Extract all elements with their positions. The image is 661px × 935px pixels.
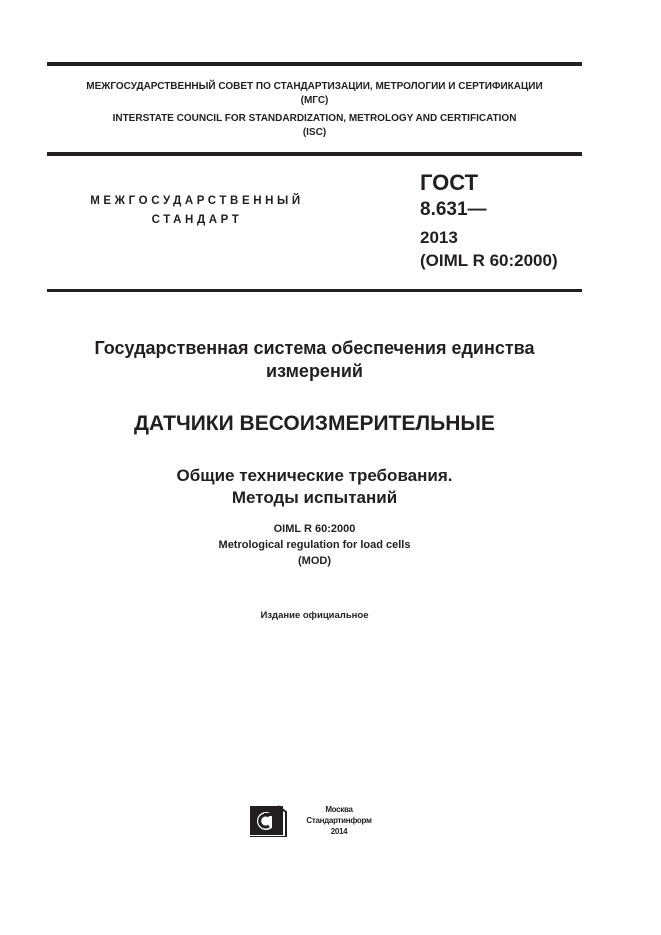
council-bottom-rule [47,152,582,156]
publisher-year: 2014 [330,827,348,836]
standard-type-line1: МЕЖГОСУДАРСТВЕННЫЙ [90,195,304,207]
publisher-block [296,804,382,837]
publisher-name: Стандартинформ [306,816,372,825]
reference-mod: (MOD) [298,555,331,567]
gost-oiml: (OIML R 60:2000) [420,251,558,270]
top-rule [47,62,582,66]
subtitle-line2: Методы испытаний [231,488,398,507]
system-title-line1: Государственная система обеспечения единства [94,338,535,358]
standartinform-logo-icon [248,804,288,837]
reference-name: Metrological regulation for load cells [218,539,411,551]
publisher-city: Москва [325,805,353,814]
council-en-name: INTERSTATE COUNCIL FOR STANDARDIZATION, METROLOGY AND CERTIFICATION [112,113,517,124]
gost-label: ГОСТ [420,170,479,195]
system-title-line2: измерений [266,361,363,381]
subtitle-line1: Общие технические требования. [176,466,453,485]
edition-label: Издание официальное [260,610,369,621]
standard-type-line2: СТАНДАРТ [151,214,243,226]
gost-year: 2013 [420,228,458,247]
header-bottom-rule [47,289,582,292]
council-en-abbr: (ISC) [302,127,327,138]
council-ru-abbr: (МГС) [300,95,329,106]
reference-code: OIML R 60:2000 [273,523,356,535]
council-ru-name: МЕЖГОСУДАРСТВЕННЫЙ СОВЕТ ПО СТАНДАРТИЗАЦИИ, МЕТРОЛОГИИ И СЕРТИФИКАЦИИ [86,81,543,92]
gost-number: 8.631— [420,199,487,220]
main-title: ДАТЧИКИ ВЕСОИЗМЕРИТЕЛЬНЫЕ [134,412,495,435]
